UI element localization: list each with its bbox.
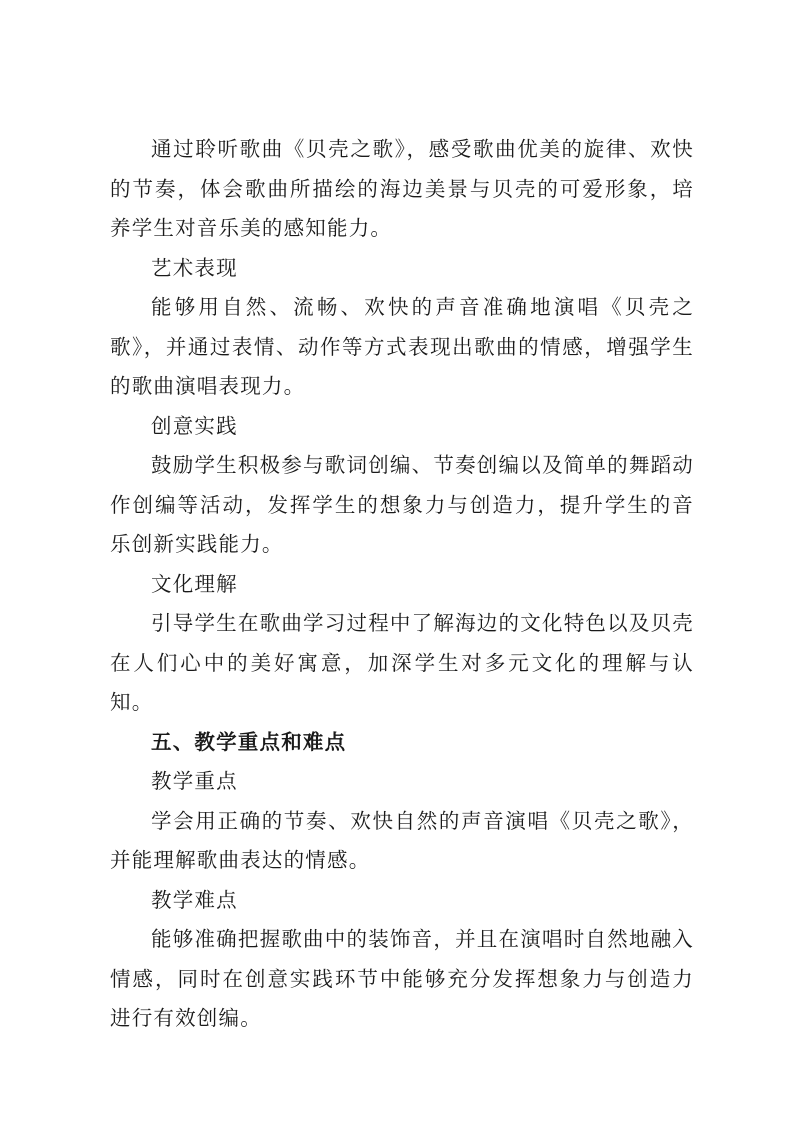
paragraph-aesthetic-perception: 通过聆听歌曲《贝壳之歌》，感受歌曲优美的旋律、欢快的节奏，体会歌曲所描绘的海边美景与贝壳的可爱形象，培养学生对音乐美的感知能力。 [110,137,694,240]
paragraph-creative-practice: 鼓励学生积极参与歌词创编、节奏创编以及简单的舞蹈动作创编等活动，发挥学生的想象力与创造力，提升学生的音乐创新实践能力。 [110,453,694,556]
heading-teaching-difficult-points: 教学难点 [151,887,238,912]
heading-creative-practice: 创意实践 [151,413,238,438]
paragraph-teaching-difficult-points: 能够准确把握歌曲中的装饰音，并且在演唱时自然地融入情感，同时在创意实践环节中能够充分发挥想象力与创造力进行有效创编。 [110,927,694,1030]
paragraph-art-expression: 能够用自然、流畅、欢快的声音准确地演唱《贝壳之歌》，并通过表情、动作等方式表现出歌曲的情感，增强学生的歌曲演唱表现力。 [110,295,694,398]
heading-teaching-key-points: 教学重点 [151,769,238,793]
section-title-key-and-difficult-points: 五、教学重点和难点 [151,729,347,754]
heading-art-expression: 艺术表现 [151,255,238,280]
heading-cultural-understanding: 文化理解 [151,571,238,596]
paragraph-cultural-understanding: 引导学生在歌曲学习过程中了解海边的文化特色以及贝壳在人们心中的美好寓意，加深学生对多元文化的理解与认知。 [110,611,694,714]
document-body [110,130,694,1039]
paragraph-teaching-key-points: 学会用正确的节奏、欢快自然的声音演唱《贝壳之歌》，并能理解歌曲表达的情感。 [110,808,694,872]
